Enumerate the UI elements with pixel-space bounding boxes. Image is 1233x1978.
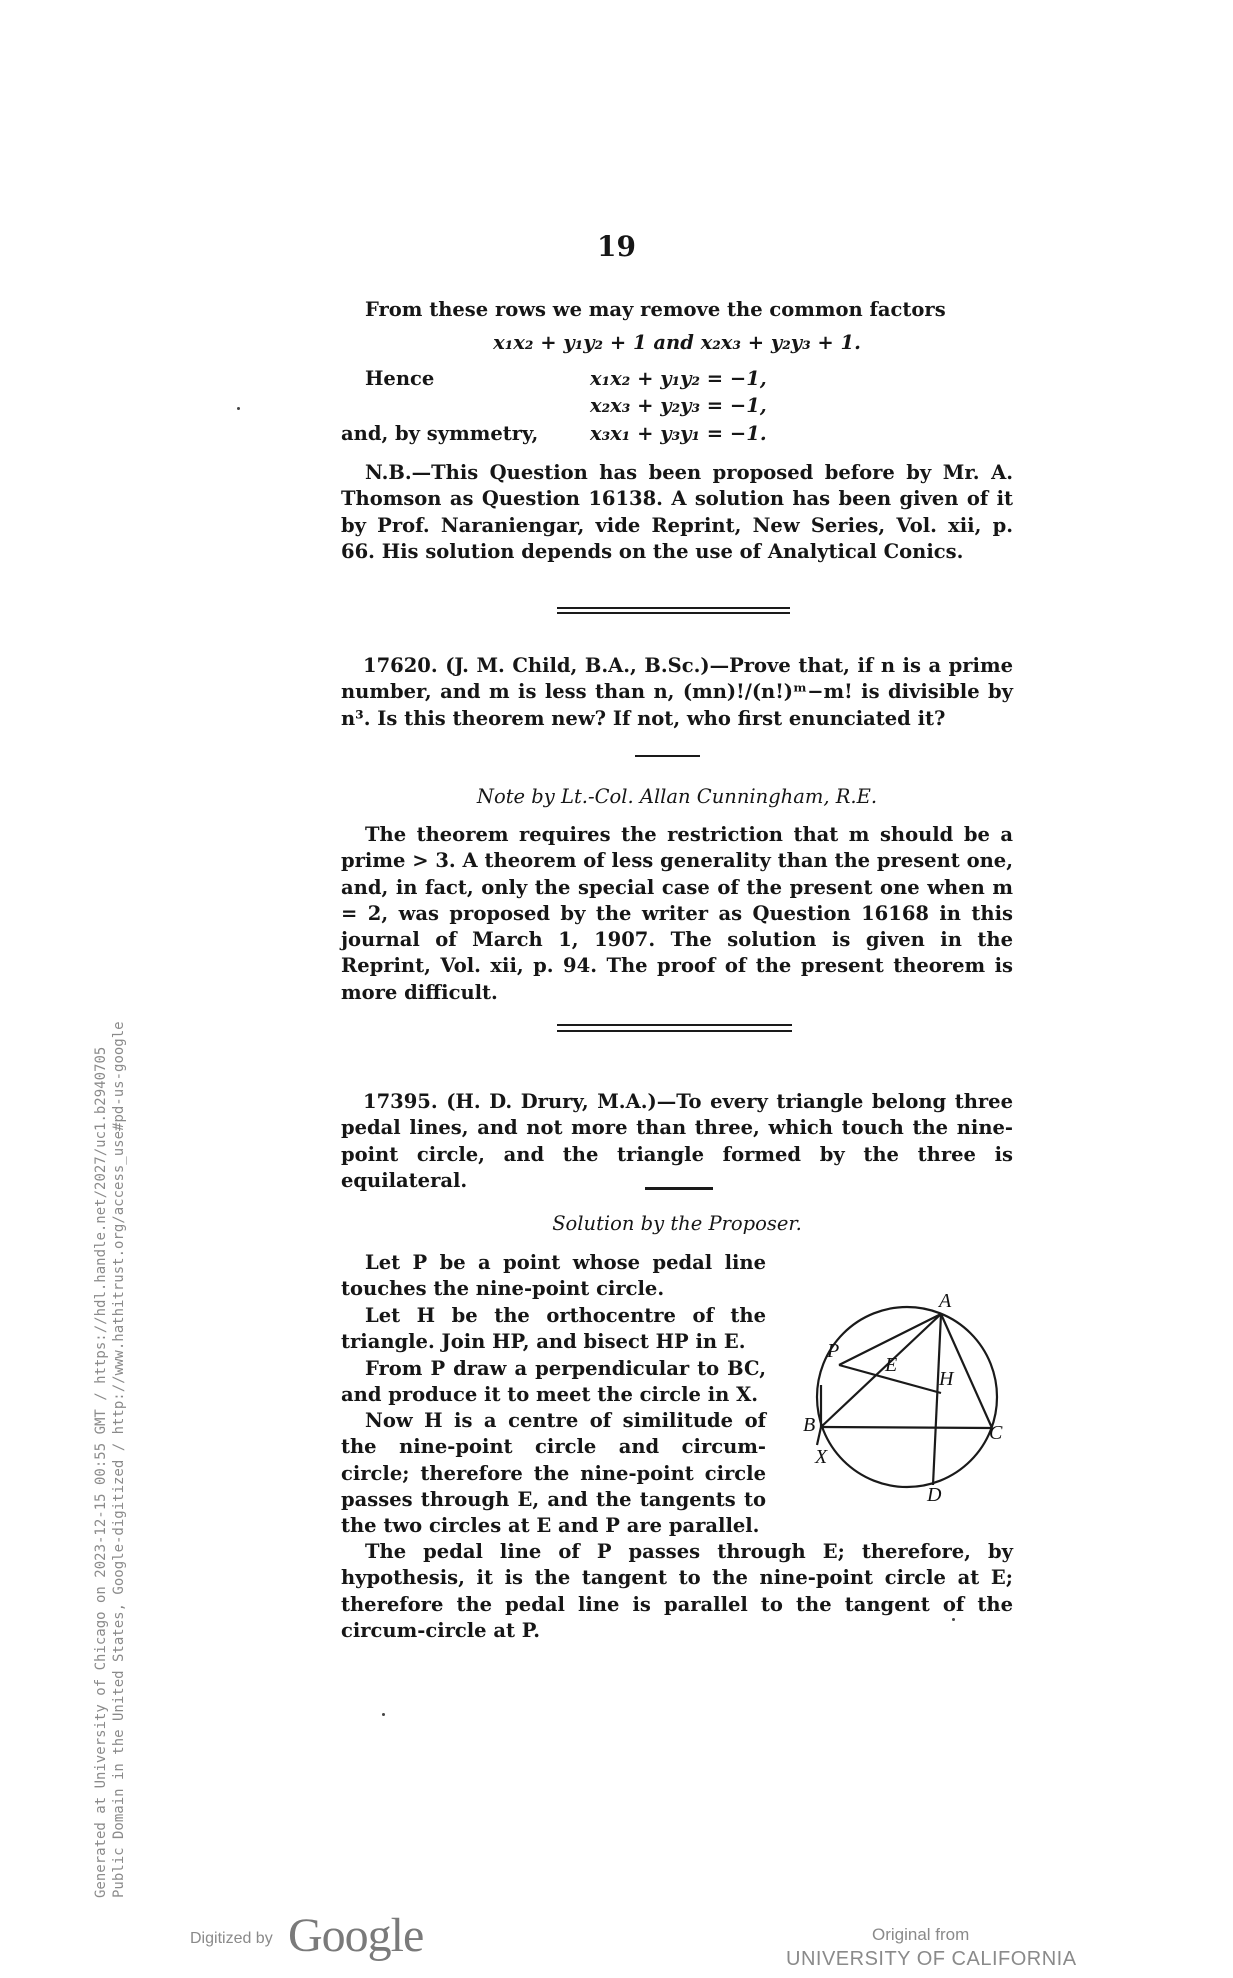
label-c: C bbox=[989, 1422, 1003, 1444]
original-from-label: Original from bbox=[872, 1925, 970, 1944]
question-17395 bbox=[341, 1089, 1013, 1194]
watermark-line-1: Generated at University of Chicago on 2023-12-15 00:55 GMT / https://hdl.handle.net/2027/uc1.b2940705 bbox=[93, 1046, 109, 1898]
factors-equation: x₁x₂ + y₁y₂ + 1 and x₂x₃ + y₂y₃ + 1. bbox=[493, 331, 861, 354]
note-paragraph: The theorem requires the restriction that m should be a prime > 3. A theorem of less generality than the present one, and, in fact, only the special case of the present one when m = 2, was proposed by the writer as Question 16168 in this journal of March 1, 1907. The solution is given in the Reprint, Vol. xii, p. 94. The proof of the present theorem is more difficult. bbox=[341, 823, 1013, 1004]
digitized-by-label: Digitized by bbox=[190, 1930, 273, 1947]
page-number: 19 bbox=[597, 230, 636, 263]
solution-para-2: Let H be the orthocentre of the triangle. Join HP, and bisect HP in E. bbox=[341, 1304, 766, 1354]
label-h: H bbox=[939, 1368, 954, 1390]
symmetry-label: and, by symmetry, bbox=[341, 422, 539, 445]
question-number: 17395. bbox=[363, 1090, 438, 1113]
hathitrust-watermark bbox=[92, 898, 128, 1898]
speck bbox=[237, 407, 240, 410]
solution-heading: Solution by the Proposer. bbox=[552, 1212, 802, 1235]
label-d: D bbox=[927, 1484, 942, 1506]
circum-circle bbox=[817, 1307, 997, 1487]
double-rule-top bbox=[557, 607, 790, 609]
question-text: (J. M. Child, B.A., B.Sc.)—Prove that, if n is a prime number, and m is less than n, (mn)!/(n!)ᵐ−m! is divisible by n³. Is this theorem new? If not, who first enunciated it? bbox=[341, 654, 1013, 730]
question-number: 17620. bbox=[363, 654, 438, 677]
watermark-line-2: Public Domain in the United States, Google-digitized / http://www.hathitrust.org/access_use#pd-us-google bbox=[111, 1021, 127, 1898]
solution-para-3: From P draw a perpendicular to BC, and produce it to meet the circle in X. bbox=[341, 1357, 766, 1407]
question-17620 bbox=[341, 653, 1013, 732]
university-label: UNIVERSITY OF CALIFORNIA bbox=[786, 1948, 1077, 1970]
double-rule-bottom bbox=[557, 612, 790, 614]
equation-2: x₂x₃ + y₂y₃ = −1, bbox=[590, 394, 767, 417]
label-x: X bbox=[815, 1446, 828, 1468]
note-heading: Note by Lt.-Col. Allan Cunningham, R.E. bbox=[476, 785, 878, 808]
solution-para-1: Let P be a point whose pedal line touches the nine-point circle. bbox=[341, 1251, 766, 1301]
double-rule-2-bottom bbox=[557, 1030, 792, 1032]
equation-3: x₃x₁ + y₃y₁ = −1. bbox=[590, 422, 767, 445]
geometry-figure bbox=[795, 1285, 1025, 1515]
label-a: A bbox=[939, 1290, 952, 1312]
nb-paragraph: N.B.—This Question has been proposed before by Mr. A. Thomson as Question 16138. A solution has been given of it by Prof. Naraniengar, vide Reprint, New Series, Vol. xii, p. 66. His solution depends on the use of Analytical Conics. bbox=[341, 461, 1013, 563]
question-text: (H. D. Drury, M.A.)—To every triangle belong three pedal lines, and not more than three, which touch the nine-point circle, and the triangle formed by the three is equilateral. bbox=[341, 1090, 1013, 1192]
speck bbox=[382, 1713, 385, 1716]
hence-label: Hence bbox=[365, 367, 435, 390]
double-rule-2-top bbox=[557, 1024, 792, 1026]
side-bc bbox=[821, 1427, 992, 1428]
google-logo: Google bbox=[288, 1909, 424, 1962]
equation-1: x₁x₂ + y₁y₂ = −1, bbox=[590, 367, 767, 390]
altitude-ad bbox=[933, 1314, 941, 1485]
solution-para-4: Now H is a centre of similitude of the nine-point circle and circum-circle; therefore the nine-point circle passes through E, and the tangents to the two circles at E and P are parallel. bbox=[341, 1409, 766, 1538]
solution-final-paragraph: The pedal line of P passes through E; therefore, by hypothesis, it is the tangent to the nine-point circle at E; therefore the pedal line is parallel to the tangent of the circum-circle at P. bbox=[341, 1540, 1013, 1642]
short-rule-2 bbox=[645, 1187, 713, 1190]
line-px-lower bbox=[817, 1427, 821, 1445]
side-ab bbox=[821, 1314, 941, 1427]
short-rule bbox=[635, 755, 700, 757]
label-e: E bbox=[885, 1354, 898, 1376]
speck bbox=[952, 1618, 955, 1621]
label-p: P bbox=[827, 1340, 840, 1362]
label-b: B bbox=[803, 1414, 816, 1436]
intro-line: From these rows we may remove the common factors bbox=[365, 298, 946, 321]
